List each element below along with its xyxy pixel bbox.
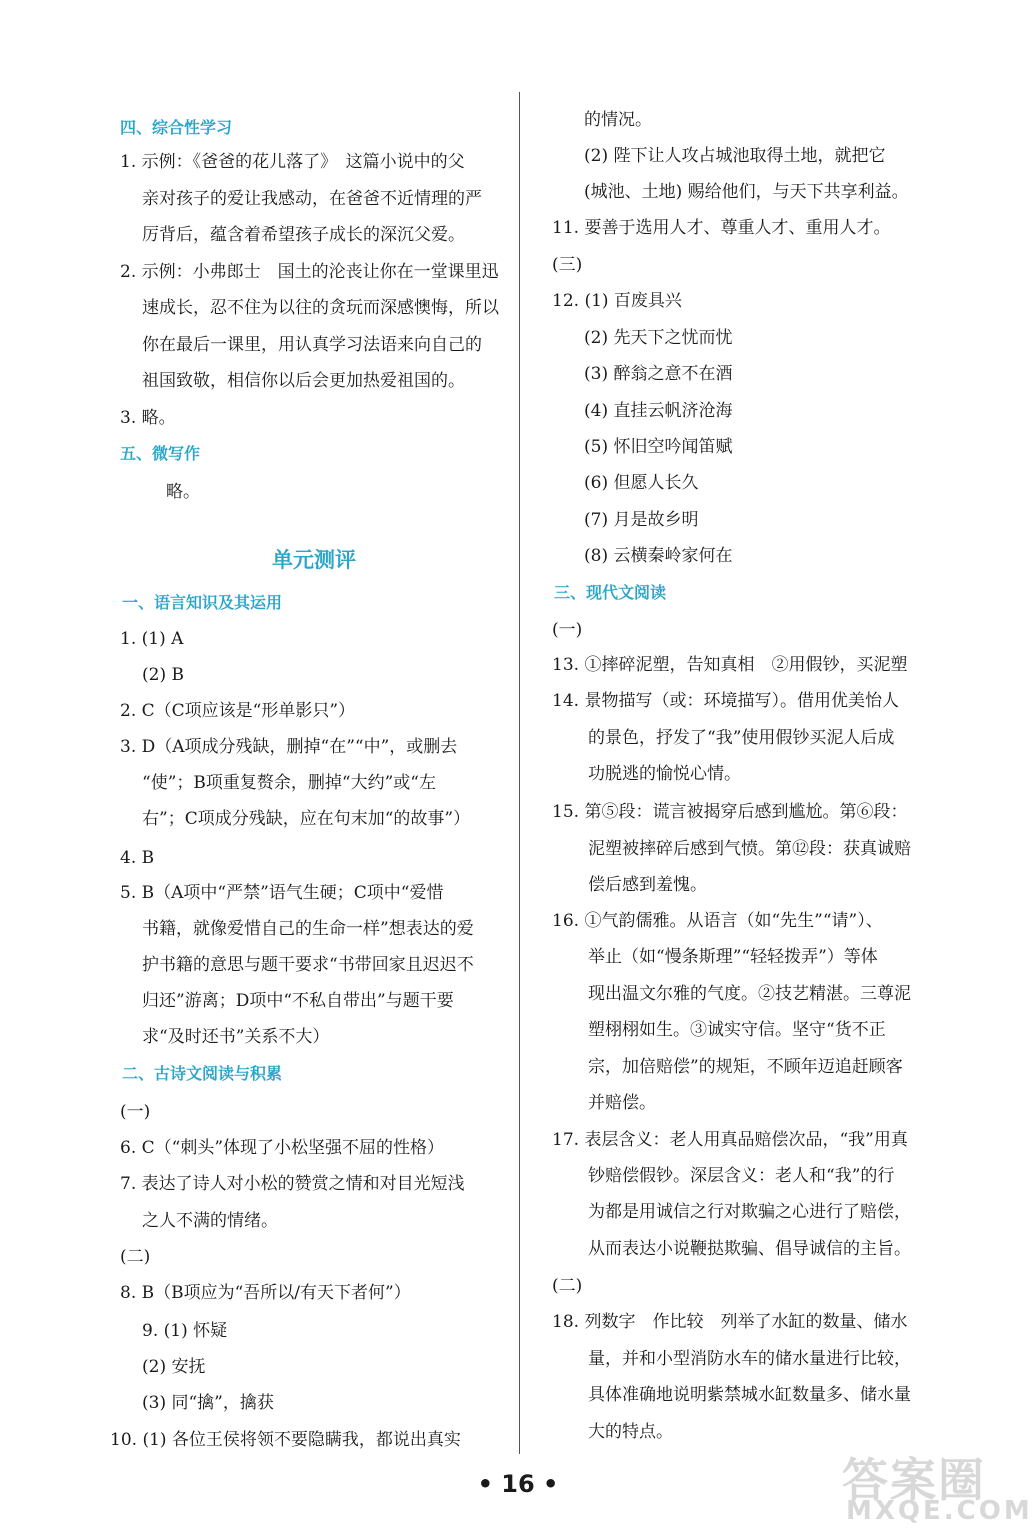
text-line: 3. 略。	[120, 408, 176, 428]
column-divider	[519, 92, 520, 1454]
text-line: 书籍，就像爱惜自己的生命一样”想表达的爱	[142, 919, 474, 939]
text-line: 右”；C项成分残缺，应在句末加“的故事”）	[142, 809, 471, 829]
section-heading: 二、古诗文阅读与积累	[122, 1064, 283, 1083]
text-line: 量，并和小型消防水车的储水量进行比较，	[588, 1349, 911, 1369]
text-line: (8) 云横秦岭家何在	[584, 546, 733, 566]
text-line: (一)	[552, 620, 583, 640]
text-line: 2. 示例：小弗郎士 国土的沦丧让你在一堂课里迅	[120, 262, 499, 282]
text-line: (2) 安抚	[142, 1357, 206, 1377]
text-line: 的情况。	[584, 110, 652, 130]
text-line: 速成长，忍不住为以往的贪玩而深感懊悔，所以	[142, 298, 499, 318]
text-line: (一)	[120, 1102, 151, 1122]
text-line: 宗，加倍赔偿”的规矩，不顾年迈追赶顾客	[588, 1057, 903, 1077]
text-line: 并赔偿。	[588, 1093, 656, 1113]
text-line: 9. (1) 怀疑	[142, 1321, 228, 1341]
text-line: 具体准确地说明紫禁城水缸数量多、储水量	[588, 1385, 911, 1405]
text-line: (3) 同“擒”，擒获	[142, 1393, 274, 1413]
text-line: (二)	[552, 1276, 583, 1296]
text-line: (3) 醉翁之意不在酒	[584, 364, 733, 384]
text-line: (2) B	[142, 665, 184, 685]
text-line: 大的特点。	[588, 1422, 673, 1442]
text-line: 偿后感到羞愧。	[588, 875, 707, 895]
text-line: 为都是用诚信之行对欺骗之心进行了赔偿，	[588, 1202, 911, 1222]
section-heading: 五、微写作	[120, 444, 201, 463]
text-line: 2. C（C项应该是“形单影只”）	[120, 701, 356, 721]
text-line: 现出温文尔雅的气度。②技艺精湛。三尊泥	[588, 984, 911, 1004]
text-line: (6) 但愿人长久	[584, 473, 699, 493]
text-line: 18. 列数字 作比较 列举了水缸的数量、储水	[552, 1312, 908, 1332]
text-line: (4) 直挂云帆济沧海	[584, 401, 733, 421]
text-line: (城池、土地) 赐给他们，与天下共享利益。	[584, 182, 909, 202]
text-line: “使”；B项重复赘余，删掉“大约”或“左	[142, 773, 436, 793]
text-line: 归还”游离；D项中“不私自带出”与题干要	[142, 991, 454, 1011]
text-line: 10. (1) 各位王侯将领不要隐瞒我，都说出真实	[110, 1430, 461, 1450]
text-line: 7. 表达了诗人对小松的赞赏之情和对目光短浅	[120, 1174, 465, 1194]
text-line: 4. B	[120, 848, 155, 868]
text-line: (三)	[552, 255, 583, 275]
text-line: 求“及时还书”关系不大）	[142, 1027, 330, 1047]
text-line: 塑栩栩如生。③诚实守信。坚守“货不正	[588, 1020, 886, 1040]
text-line: 15. 第⑤段：谎言被揭穿后感到尴尬。第⑥段：	[552, 802, 908, 822]
text-line: 3. D（A项成分残缺，删掉“在”“中”，或删去	[120, 737, 458, 757]
text-line: 11. 要善于选用人才、尊重人才、重用人才。	[552, 218, 891, 238]
watermark-logo	[836, 1444, 1033, 1526]
text-line: 6. C（“刺头”体现了小松坚强不屈的性格）	[120, 1138, 445, 1158]
text-line: (二)	[120, 1247, 151, 1267]
text-line: 钞赔偿假钞。深层含义：老人和“我”的行	[588, 1166, 895, 1186]
text-line: 举止（如“慢条斯理”“轻轻拨弄”）等体	[588, 947, 878, 967]
unit-title: 单元测评	[272, 548, 356, 572]
text-line: (7) 月是故乡明	[584, 510, 699, 530]
text-line: 5. B（A项中“严禁”语气生硬；C项中“爱惜	[120, 883, 444, 903]
text-line: 16. ①气韵儒雅。从语言（如“先生”“请”）、	[552, 911, 883, 931]
text-line: 的景色，抒发了“我”使用假钞买泥人后成	[588, 728, 895, 748]
page-number: • 16 •	[477, 1470, 559, 1498]
text-line: (2) 陛下让人攻占城池取得土地，就把它	[584, 146, 886, 166]
text-line: 亲对孩子的爱让我感动，在爸爸不近情理的严	[142, 189, 482, 209]
text-line: (2) 先天下之忧而忧	[584, 328, 733, 348]
text-line: 泥塑被摔碎后感到气愤。第⑫段：获真诚赔	[588, 839, 911, 859]
text-line: 略。	[166, 482, 200, 502]
text-line: 之人不满的情绪。	[142, 1211, 278, 1231]
text-line: 1. (1) A	[120, 629, 184, 649]
watermark-text-bottom: MXQE.COM	[846, 1496, 1033, 1526]
text-line: 护书籍的意思与题干要求“书带回家且迟迟不	[142, 955, 474, 975]
text-line: (5) 怀旧空吟闻笛赋	[584, 437, 733, 457]
text-line: 从而表达小说鞭挞欺骗、倡导诚信的主旨。	[588, 1239, 911, 1259]
text-line: 17. 表层含义：老人用真品赔偿次品，“我”用真	[552, 1130, 908, 1150]
text-line: 8. B（B项应为“吾所以/有天下者何”）	[120, 1283, 411, 1303]
section-heading: 四、综合性学习	[120, 118, 233, 137]
text-line: 祖国致敬，相信你以后会更加热爱祖国的。	[142, 371, 465, 391]
text-line: 功脱逃的愉悦心情。	[588, 764, 741, 784]
text-line: 13. ①摔碎泥塑，告知真相 ②用假钞，买泥塑	[552, 655, 908, 675]
text-line: 12. (1) 百废具兴	[552, 291, 682, 311]
section-heading: 三、现代文阅读	[554, 583, 667, 602]
text-line: 厉背后，蕴含着希望孩子成长的深沉父爱。	[142, 225, 465, 245]
text-line: 1. 示例：《爸爸的花儿落了》 这篇小说中的父	[120, 152, 465, 172]
text-line: 你在最后一课里，用认真学习法语来向自己的	[142, 335, 482, 355]
watermark-text-top: 答案圈	[842, 1453, 986, 1507]
text-line: 14. 景物描写（或：环境描写）。借用优美怡人	[552, 691, 899, 711]
section-heading: 一、语言知识及其运用	[122, 593, 283, 612]
